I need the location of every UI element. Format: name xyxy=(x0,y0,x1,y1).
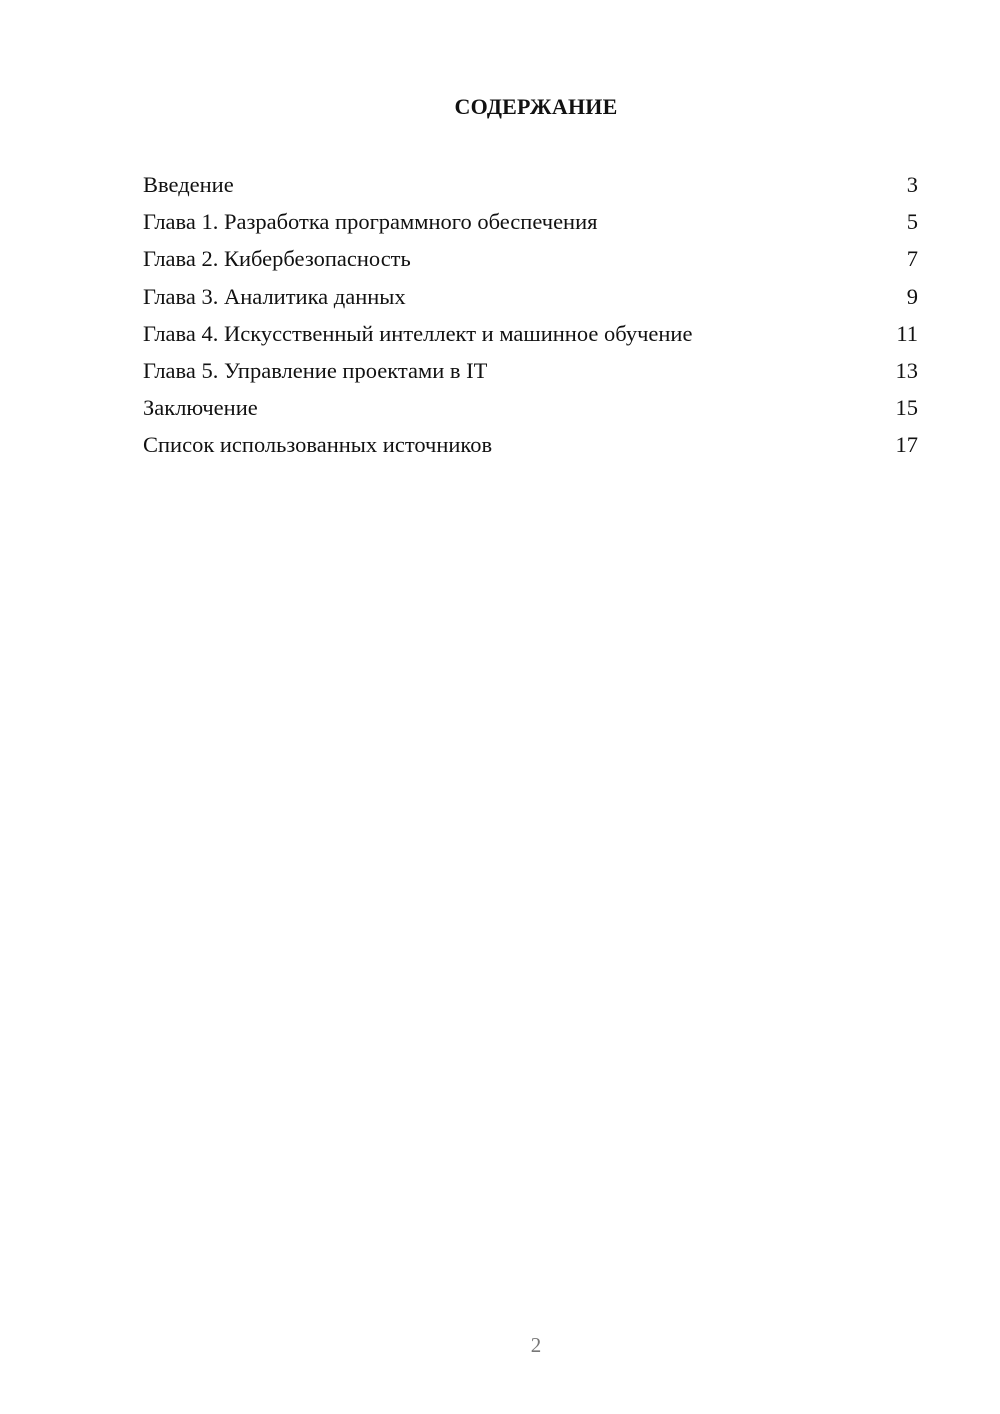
toc-entry-page: 5 xyxy=(906,209,918,235)
toc-entry-chapter-4 xyxy=(143,318,918,355)
toc-entry-chapter-1 xyxy=(143,206,918,243)
toc-entry-page: 13 xyxy=(895,357,918,383)
toc-entry-page: 9 xyxy=(906,283,918,309)
toc-entry-title: Список использованных источников xyxy=(143,432,493,458)
toc-entry-chapter-3 xyxy=(143,281,918,318)
toc-entry-title: Глава 3. Аналитика данных xyxy=(143,283,406,309)
toc-entry-page: 7 xyxy=(906,246,918,272)
page-number: 2 xyxy=(530,1333,542,1357)
toc-entry-title: Введение xyxy=(143,172,234,197)
toc-entry-title: Глава 5. Управление проектами в IT xyxy=(143,357,488,383)
table-of-contents xyxy=(143,169,918,467)
toc-entry-introduction xyxy=(143,169,918,206)
toc-entry-title: Глава 1. Разработка программного обеспечения xyxy=(143,209,598,235)
toc-entry-page: 17 xyxy=(895,432,918,458)
toc-entry-title: Глава 2. Кибербезопасность xyxy=(143,246,411,272)
toc-entry-chapter-2 xyxy=(143,243,918,280)
toc-entry-page: 3 xyxy=(906,172,918,197)
toc-entry-chapter-5 xyxy=(143,355,918,392)
toc-entry-page: 11 xyxy=(896,320,918,346)
toc-entry-page: 15 xyxy=(895,395,918,421)
toc-entry-title: Глава 4. Искусственный интеллект и машинное обучение xyxy=(143,320,693,346)
toc-entry-conclusion xyxy=(143,392,918,429)
toc-entry-title: Заключение xyxy=(143,395,258,421)
toc-entry-references xyxy=(143,429,918,466)
page-title: СОДЕРЖАНИЕ xyxy=(454,94,618,119)
